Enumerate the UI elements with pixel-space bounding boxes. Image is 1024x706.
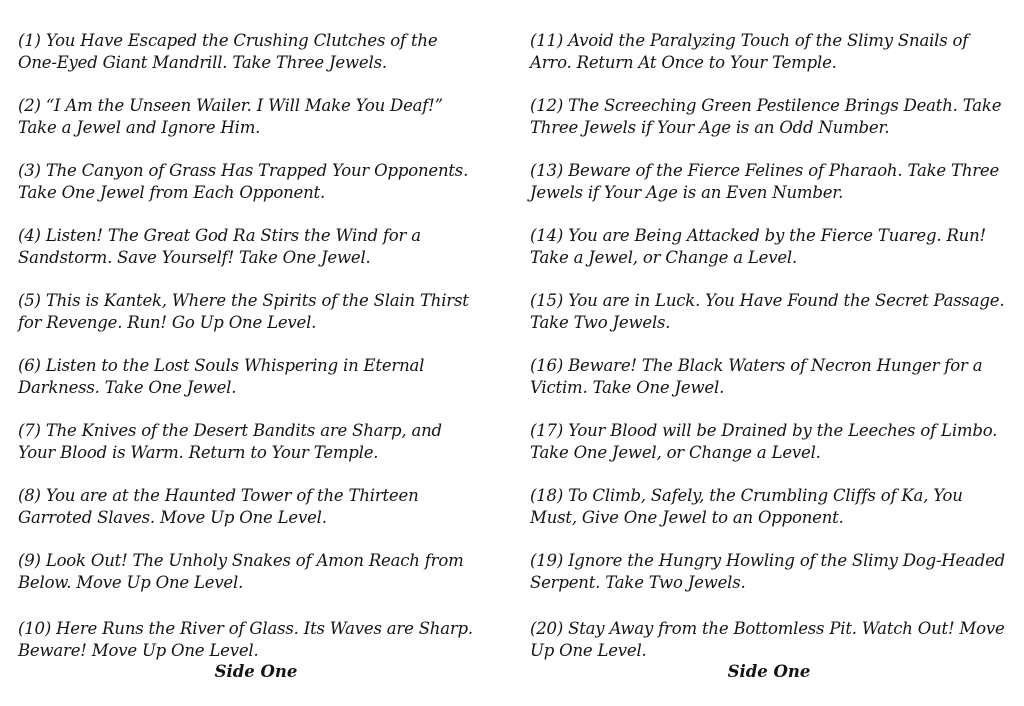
entry-line: Must, Give One Jewel to an Opponent. [530,508,844,527]
entry-line: Jewels if Your Age is an Even Number. [530,183,844,202]
card-entry-8 [18,485,518,529]
entry-line: Take a Jewel and Ignore Him. [18,118,261,137]
entry-line: (18) To Climb, Safely, the Crumbling Cliffs of Ka, You [530,486,963,505]
entry-line: (5) This is Kantek, Where the Spirits of the Slain Thirst [18,291,469,310]
card-entry-4 [18,225,518,269]
entry-line: Darkness. Take One Jewel. [18,378,237,397]
entry-line: Take Two Jewels. [530,313,671,332]
entry-line: (12) The Screeching Green Pestilence Brings Death. Take [530,96,1002,115]
card-entry-7 [18,420,518,464]
entry-line: Beware! Move Up One Level. [18,641,259,660]
card-entry-13 [530,160,1024,204]
card-entry-10 [18,618,518,662]
card-entry-18 [530,485,1024,529]
entry-line: (7) The Knives of the Desert Bandits are Sharp, and [18,421,442,440]
entry-line: for Revenge. Run! Go Up One Level. [18,313,317,332]
entry-line: Take One Jewel, or Change a Level. [530,443,821,462]
entry-line: (11) Avoid the Paralyzing Touch of the Slimy Snails of [530,31,969,50]
entry-line: (2) “I Am the Unseen Wailer. I Will Make You Deaf!” [18,96,443,115]
card-entry-12 [530,95,1024,139]
entry-line: Sandstorm. Save Yourself! Take One Jewel. [18,248,371,267]
side-label-right: Side One [727,662,811,681]
entry-line: (1) You Have Escaped the Crushing Clutches of the [18,31,438,50]
card-entry-3 [18,160,518,204]
entry-line: Your Blood is Warm. Return to Your Temple. [18,443,379,462]
card-entry-2 [18,95,518,139]
entry-line: One-Eyed Giant Mandrill. Take Three Jewels. [18,53,387,72]
card-entry-6 [18,355,518,399]
card-entry-20 [530,618,1024,662]
entry-line: Up One Level. [530,641,647,660]
card-entry-19 [530,550,1024,594]
card-entry-5 [18,290,518,334]
entry-line: Take One Jewel from Each Opponent. [18,183,326,202]
entry-line: Take a Jewel, or Change a Level. [530,248,798,267]
entry-line: (3) The Canyon of Grass Has Trapped Your Opponents. [18,161,469,180]
entry-line: (6) Listen to the Lost Souls Whispering in Eternal [18,356,425,375]
entry-line: Garroted Slaves. Move Up One Level. [18,508,327,527]
entry-line: (19) Ignore the Hungry Howling of the Slimy Dog-Headed [530,551,1006,570]
entry-line: Three Jewels if Your Age is an Odd Number. [530,118,890,137]
entry-line: (4) Listen! The Great God Ra Stirs the Wind for a [18,226,421,245]
entry-line: (9) Look Out! The Unholy Snakes of Amon Reach from [18,551,464,570]
entry-line: (13) Beware of the Fierce Felines of Pharaoh. Take Three [530,161,1000,180]
entry-line: (15) You are in Luck. You Have Found the Secret Passage. [530,291,1005,310]
side-label-left: Side One [214,662,298,681]
entry-line: (20) Stay Away from the Bottomless Pit. Watch Out! Move [530,619,1005,638]
card-entry-17 [530,420,1024,464]
card-entry-16 [530,355,1024,399]
card-entry-11 [530,30,1024,74]
entry-line: Arro. Return At Once to Your Temple. [530,53,837,72]
entry-line: Victim. Take One Jewel. [530,378,725,397]
card-entry-9 [18,550,518,594]
entry-line: (10) Here Runs the River of Glass. Its Waves are Sharp. [18,619,473,638]
entry-line: (14) You are Being Attacked by the Fierce Tuareg. Run! [530,226,986,245]
entry-line: (16) Beware! The Black Waters of Necron Hunger for a [530,356,983,375]
entry-line: (17) Your Blood will be Drained by the Leeches of Limbo. [530,421,998,440]
entry-line: Below. Move Up One Level. [18,573,244,592]
card-entry-14 [530,225,1024,269]
entry-line: (8) You are at the Haunted Tower of the Thirteen [18,486,419,505]
card-entry-1 [18,30,518,74]
card-entry-15 [530,290,1024,334]
entry-line: Serpent. Take Two Jewels. [530,573,746,592]
